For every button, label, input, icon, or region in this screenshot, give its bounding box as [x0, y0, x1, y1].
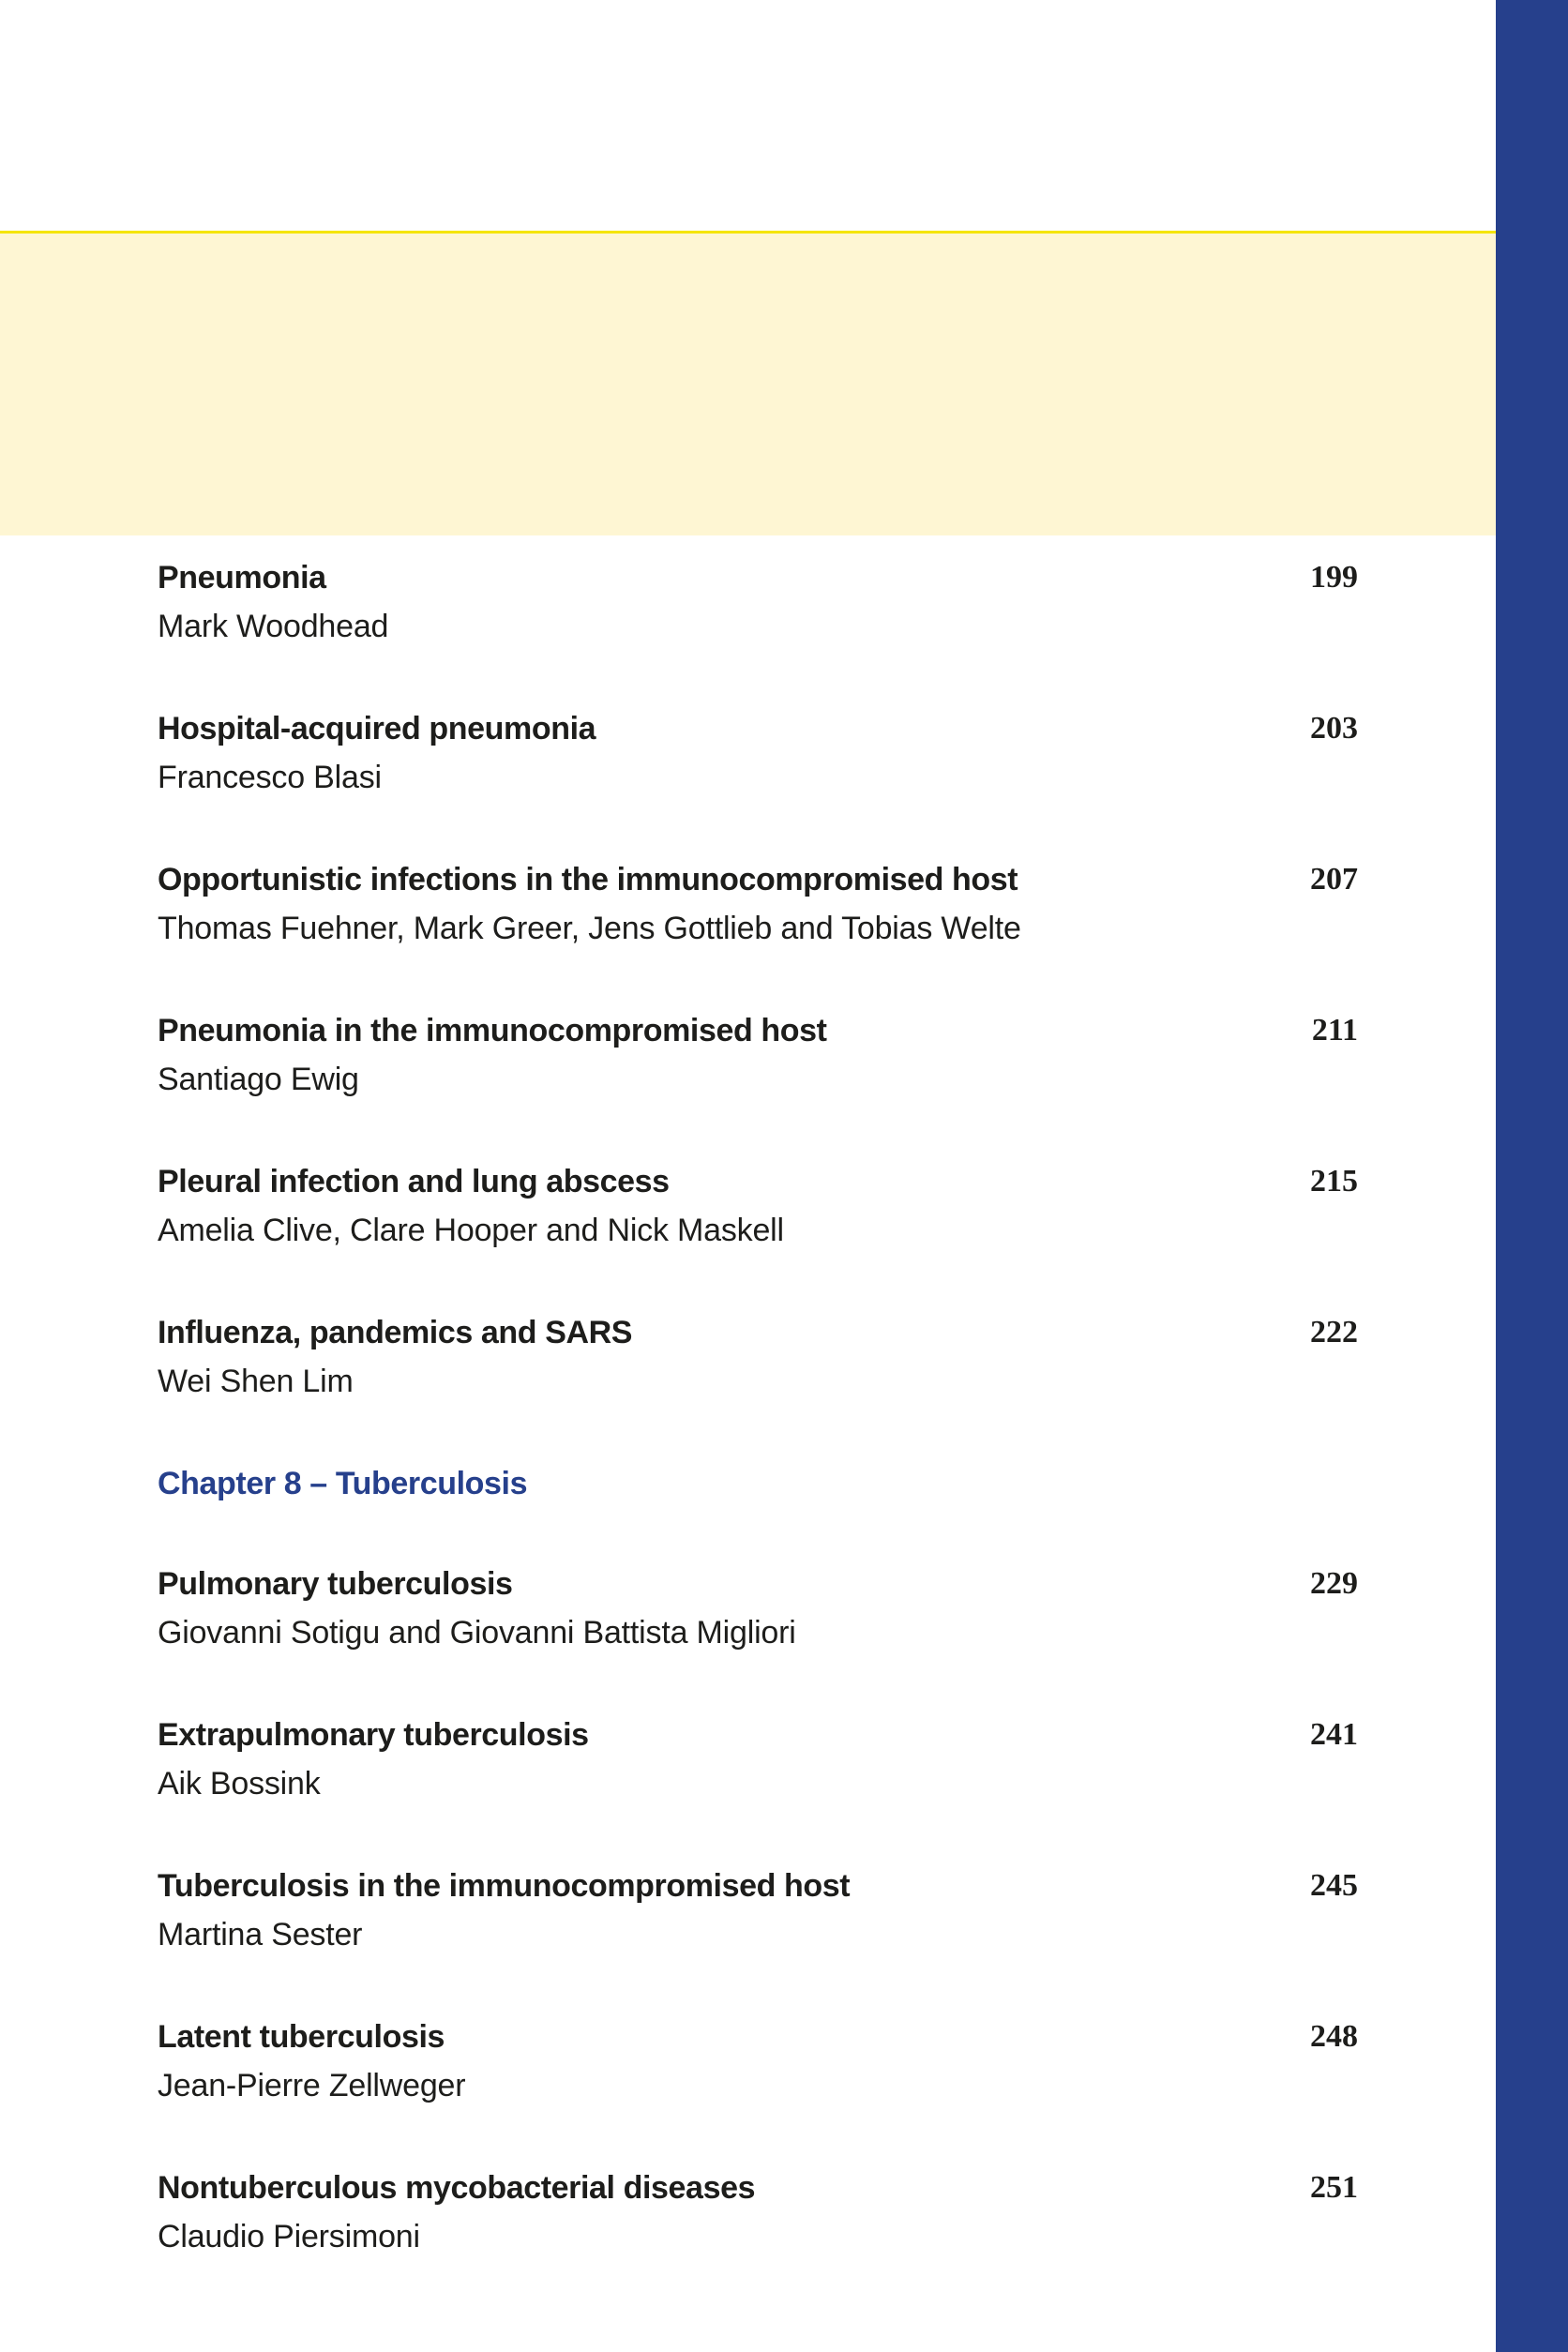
entry-author: Santiago Ewig [158, 1062, 359, 1097]
table-of-contents [158, 553, 1358, 2314]
entry-page-number: 203 [1310, 711, 1358, 746]
toc-entry-latent-tuberculosis[interactable] [158, 2013, 1358, 2164]
entry-title: Tuberculosis in the immunocompromised host [158, 1868, 851, 1904]
entry-page-number: 251 [1310, 2170, 1358, 2205]
entry-page-number: 248 [1310, 2019, 1358, 2054]
entry-author: Amelia Clive, Clare Hooper and Nick Maskell [158, 1213, 784, 1248]
entry-author: Thomas Fuehner, Mark Greer, Jens Gottlieb and Tobias Welte [158, 911, 1021, 946]
chapter-heading[interactable] [158, 1459, 1358, 1560]
entry-title: Pleural infection and lung abscess [158, 1164, 670, 1199]
entry-author: Jean-Pierre Zellweger [158, 2068, 466, 2103]
entry-page-number: 211 [1311, 1013, 1358, 1048]
entry-author: Mark Woodhead [158, 609, 389, 644]
entry-author: Aik Bossink [158, 1766, 321, 1802]
entry-title: Nontuberculous mycobacterial diseases [158, 2170, 756, 2206]
entry-title: Extrapulmonary tuberculosis [158, 1717, 589, 1753]
entry-page-number: 215 [1310, 1164, 1358, 1199]
entry-title: Latent tuberculosis [158, 2019, 445, 2055]
entry-page-number: 199 [1310, 560, 1358, 595]
toc-entry-pleural-infection[interactable] [158, 1157, 1358, 1308]
entry-title: Opportunistic infections in the immunocompromised host [158, 862, 1018, 897]
entry-author: Martina Sester [158, 1917, 363, 1952]
entry-page-number: 229 [1310, 1566, 1358, 1601]
entry-page-number: 241 [1310, 1717, 1358, 1752]
toc-entry-influenza[interactable] [158, 1308, 1358, 1459]
entry-author: Giovanni Sotigu and Giovanni Battista Migliori [158, 1615, 796, 1651]
toc-entry-tuberculosis-immunocompromised[interactable] [158, 1862, 1358, 2013]
entry-page-number: 207 [1310, 862, 1358, 897]
toc-entry-extrapulmonary-tuberculosis[interactable] [158, 1711, 1358, 1862]
entry-page-number: 222 [1310, 1315, 1358, 1349]
entry-title: Hospital-acquired pneumonia [158, 711, 596, 746]
entry-title: Pneumonia [158, 560, 326, 596]
entry-author: Francesco Blasi [158, 760, 382, 795]
header-band [0, 231, 1496, 535]
chapter-title: Chapter 8 – Tuberculosis [158, 1466, 528, 1501]
entry-page-number: 245 [1310, 1868, 1358, 1903]
toc-entry-hospital-acquired-pneumonia[interactable] [158, 704, 1358, 855]
toc-entry-pulmonary-tuberculosis[interactable] [158, 1560, 1358, 1711]
side-color-bar [1496, 0, 1568, 2352]
entry-author: Wei Shen Lim [158, 1364, 354, 1399]
toc-entry-opportunistic-infections[interactable] [158, 855, 1358, 1006]
toc-entry-pneumonia-immunocompromised[interactable] [158, 1006, 1358, 1157]
entry-author: Claudio Piersimoni [158, 2219, 420, 2254]
toc-entry-nontuberculous-mycobacterial[interactable] [158, 2164, 1358, 2314]
entry-title: Pneumonia in the immunocompromised host [158, 1013, 827, 1048]
entry-title: Pulmonary tuberculosis [158, 1566, 513, 1602]
entry-title: Influenza, pandemics and SARS [158, 1315, 633, 1350]
toc-entry-pneumonia[interactable] [158, 553, 1358, 704]
